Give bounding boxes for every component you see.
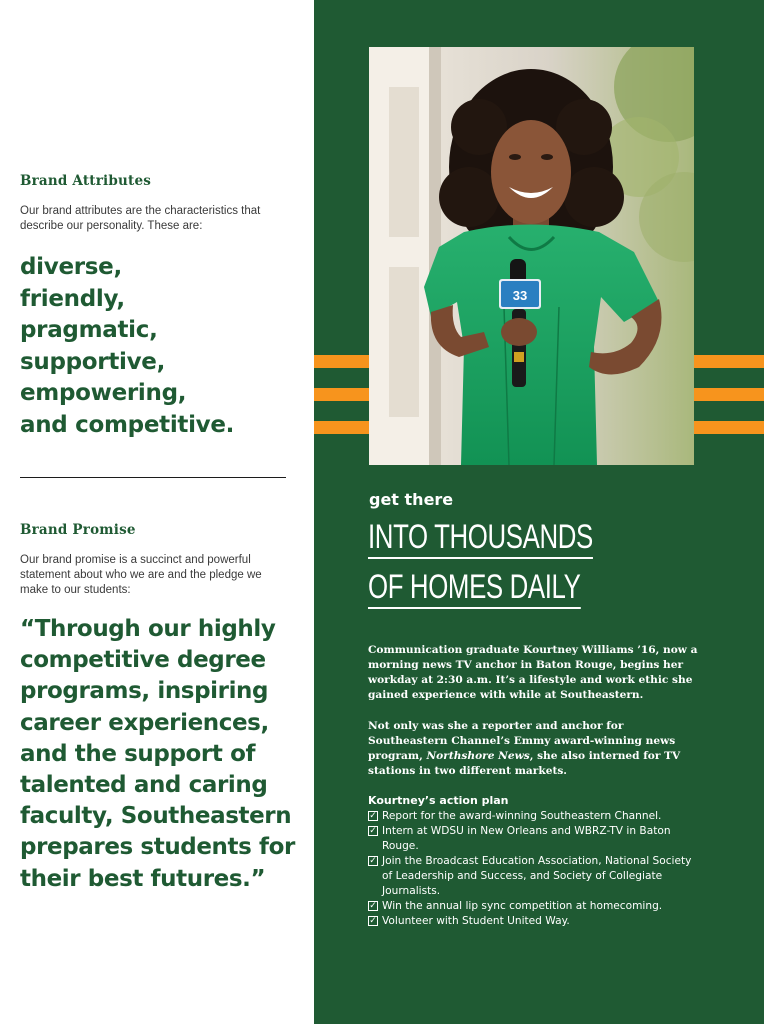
attribute-item: pragmatic, [20,317,158,343]
brand-attributes-description: Our brand attributes are the characteristics that describe our personality. These are: [20,205,261,232]
action-plan-list [368,809,698,929]
feature-paragraph-1: Communication graduate Kourtney Williams ’16, now a morning news TV anchor in Baton Rouge, begins her workday at 2:30 a.m. It’s a lifestyle and work ethic she gained experience with while at Southeastern. [368,644,698,701]
action-plan-text: Volunteer with Student United Way. [382,915,570,927]
brand-promise-quote: “Through our highly competitive degree programs, inspiring career experiences, and the support of talented and caring faculty, Southeastern prepares students for their best futures.” [20,616,295,892]
action-plan-text: Report for the award-winning Southeastern Channel. [382,810,662,822]
section-divider [20,477,286,478]
feature-headline [368,517,664,607]
brand-promise-description: Our brand promise is a succinct and powerful statement about who we are and the pledge we make to our students: [20,554,262,596]
action-plan-text: Join the Broadcast Education Association, National Society of Leadership and Success, and Society of Collegiate Journalists. [382,855,692,897]
checkbox-icon: ✓ [369,826,377,836]
anchor-photo [369,47,694,465]
attribute-item: empowering, [20,380,187,406]
action-plan-item [368,809,698,824]
paragraph-2-part-1: Not only was she a reporter and anchor for Southeastern Channel’s Emmy award-winning news program, [368,720,676,762]
orange-stripe [314,388,369,401]
checkbox-icon: ✓ [369,901,377,911]
feature-kicker: get there [369,490,454,509]
brand-attributes-list [20,252,305,441]
checkbox-icon: ✓ [369,916,377,926]
action-plan-text: Intern at WDSU in New Orleans and WBRZ-TV in Baton Rouge. [382,825,671,852]
headline-line-2: OF HOMES DAILY [368,568,580,609]
orange-stripe [694,355,764,368]
left-column [0,0,314,1024]
checkbox-icon: ✓ [369,811,377,821]
attribute-item: friendly, [20,285,125,312]
paragraph-2-part-2: , she also interned for TV stations in two different markets. [368,750,681,777]
orange-stripe [314,421,369,434]
action-plan-item [368,899,698,914]
brand-promise-title: Brand Promise [20,522,136,538]
attribute-item: supportive, [20,348,166,375]
action-plan-item [368,854,698,899]
action-plan-item [368,914,698,929]
action-plan-title: Kourtney’s action plan [368,794,509,807]
action-plan-item [368,824,698,854]
orange-stripe [694,421,764,434]
checkbox-icon: ✓ [369,856,377,866]
attribute-item: diverse, [20,254,122,280]
orange-stripe [314,355,369,368]
anchor-illustration [369,47,694,465]
orange-stripe [694,388,764,401]
action-plan-text: Win the annual lip sync competition at homecoming. [382,900,663,912]
brand-attributes-title: Brand Attributes [20,173,152,189]
headline-line-1: INTO THOUSANDS [368,518,593,559]
program-name: Northshore News [426,750,530,762]
mic-flag-label: 33 [512,288,528,303]
attribute-item: and competitive. [20,411,235,438]
feature-paragraph-2 [368,719,698,779]
